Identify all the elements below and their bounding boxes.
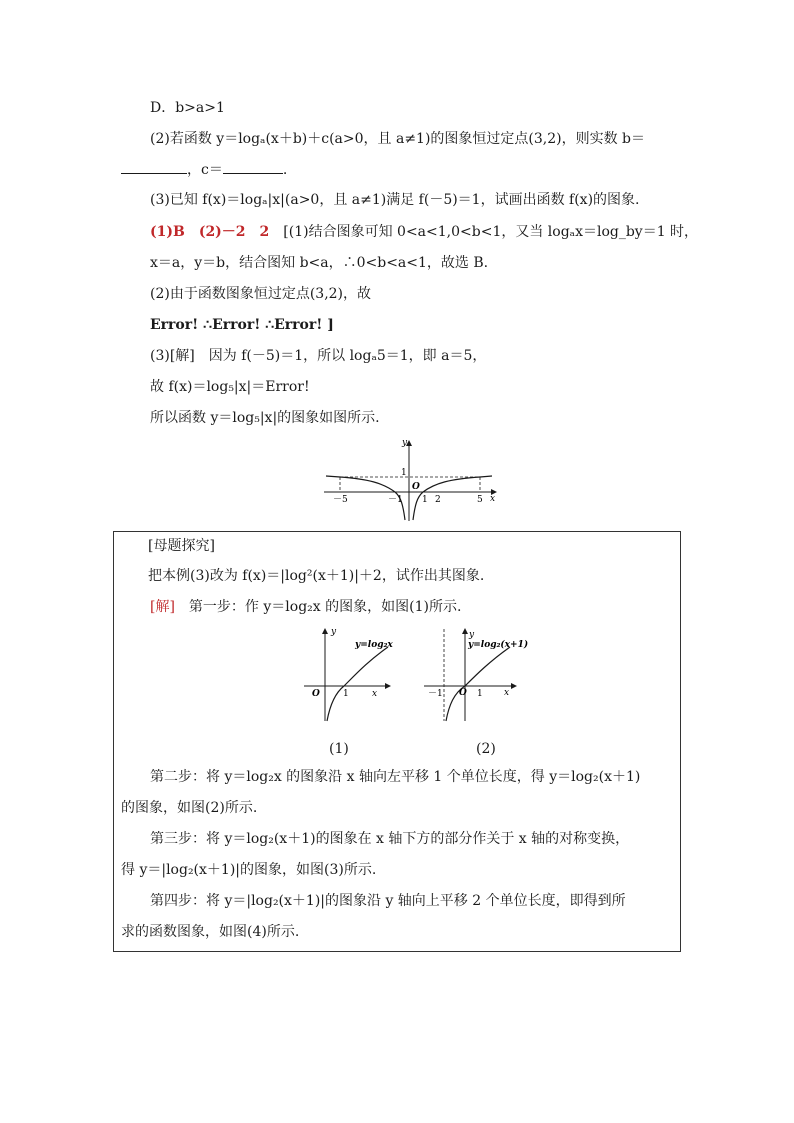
fig1-x-label: x: [372, 689, 378, 699]
fig2-y-label: y: [469, 630, 475, 640]
x-label: x: [490, 494, 496, 504]
answer-text1: [(1)结合图象可知 0<a<1,0<b<1，又当 logₐx＝log_by＝1 时，: [269, 224, 699, 240]
tick-neg1: －1: [388, 495, 403, 505]
step2-line2: 的图象，如图(2)所示.: [121, 800, 258, 816]
step4-line1: 第四步：将 y＝|log₂(x＋1)|的图象沿 y 轴向上平移 2 个单位长度，即得到所: [150, 893, 626, 909]
question-2-line1: (2)若函数 y＝logₐ(x＋b)＋c(a>0，且 a≠1)的图象恒过定点(3,2)，则实数 b＝: [150, 131, 646, 147]
box-step1-line: [150, 597, 461, 617]
fig2-curve: [446, 647, 510, 721]
figure-1-log2x: [300, 625, 395, 725]
question-2-line2: [121, 159, 287, 180]
log-abs-graph: [320, 435, 500, 525]
fig1-caption: (1): [329, 741, 349, 757]
option-d: D．b>a>1: [150, 100, 225, 116]
fig1-curve-label: y=log₂x: [355, 640, 393, 650]
fig1-tick-1: 1: [343, 689, 349, 699]
step3-line2: 得 y＝|log₂(x＋1)|的图象，如图(3)所示.: [121, 862, 377, 878]
tick-1: 1: [422, 495, 428, 505]
blank-b[interactable]: [121, 159, 187, 174]
step1-text: 第一步：作 y＝log₂x 的图象，如图(1)所示.: [174, 599, 462, 615]
step4-line2: 求的函数图象，如图(4)所示.: [121, 924, 300, 940]
solution-label: [解]: [150, 599, 175, 615]
comma-text: ，c＝: [187, 162, 223, 178]
answer-line3: (2)由于函数图象恒过定点(3,2)，故: [150, 286, 372, 302]
answer-line7: 所以函数 y＝log₅|x|的图象如图所示.: [150, 410, 380, 426]
step2-line1: 第二步：将 y＝log₂x 的图象沿 x 轴向左平移 1 个单位长度，得 y＝log₂(x＋1): [150, 769, 641, 785]
fig2-origin: O: [459, 688, 467, 698]
figure-2-log2x-plus-1: [420, 625, 529, 725]
answer-label: (1)B (2)－2 2: [150, 224, 270, 240]
blank-c[interactable]: [223, 159, 283, 174]
explore-box: [113, 531, 681, 952]
period-text: .: [282, 162, 288, 178]
answer-line1: [150, 222, 698, 242]
fig2-tick-neg1: －1: [428, 689, 443, 699]
origin-label: O: [412, 482, 420, 492]
tick-neg5: －5: [333, 495, 348, 505]
tick-y1: 1: [401, 468, 407, 478]
answer-line5: (3)[解] 因为 f(－5)＝1，所以 logₐ5＝1，即 a＝5，: [150, 348, 487, 364]
fig1-origin: O: [312, 689, 320, 699]
fig1-y-label: y: [331, 627, 337, 637]
fig2-x-label: x: [504, 688, 510, 698]
box-title: [母题探究]: [148, 538, 215, 554]
fig2-curve-label: y=log₂(x+1): [468, 640, 529, 650]
fig2-caption: (2): [476, 741, 496, 757]
question-3: (3)已知 f(x)＝logₐ|x|(a>0，且 a≠1)满足 f(－5)＝1，试画出函数 f(x)的图象.: [150, 192, 640, 208]
box-intro: 把本例(3)改为 f(x)＝|log²(x＋1)|＋2，试作出其图象.: [148, 568, 485, 584]
answer-line2: x＝a，y＝b，结合图知 b<a，∴0<b<a<1，故选 B.: [150, 255, 489, 271]
fig2-tick-1: 1: [477, 689, 483, 699]
tick-2: 2: [435, 495, 441, 505]
fig1-curve: [327, 647, 388, 721]
answer-line6: 故 f(x)＝log₅|x|＝Error!: [150, 379, 310, 395]
y-label: y: [402, 438, 408, 448]
answer-line4: Error! ∴Error! ∴Error! ]: [150, 317, 334, 333]
step3-line1: 第三步：将 y＝log₂(x＋1)的图象在 x 轴下方的部分作关于 x 轴的对称变换，: [150, 831, 630, 847]
tick-5: 5: [477, 495, 483, 505]
